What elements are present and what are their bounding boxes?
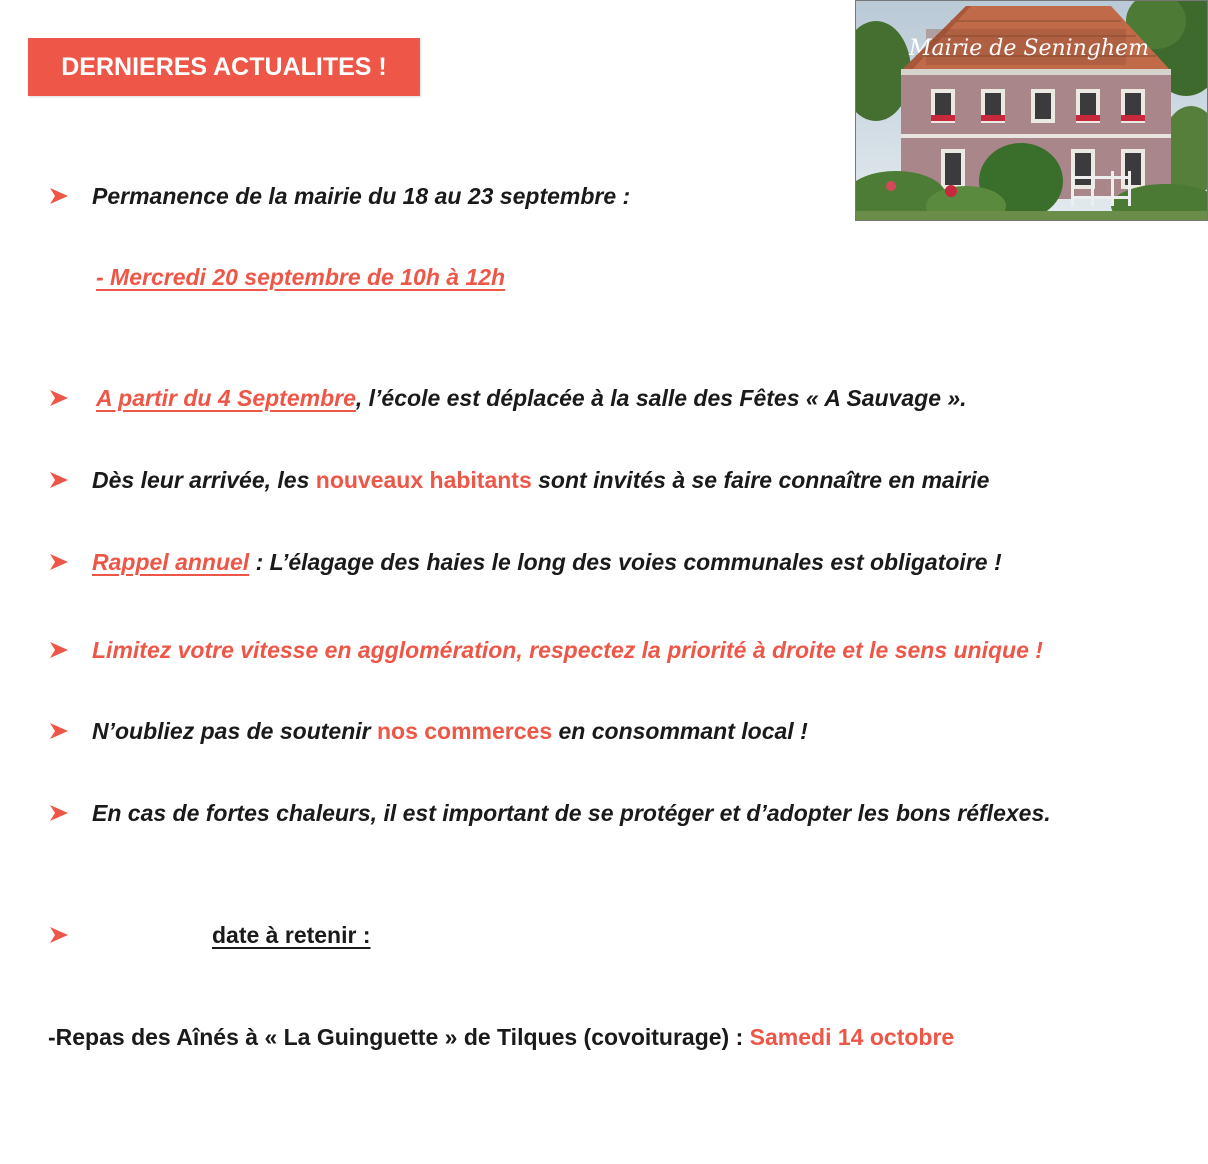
item-commerces: N’oubliez pas de soutenir nos commerces en consommant local !: [92, 718, 808, 744]
arrowhead-bullet-icon: [48, 925, 70, 945]
arrowhead-bullet-icon: [48, 640, 70, 660]
habitants-highlight: nouveaux habitants: [315, 467, 532, 493]
item-habitants: Dès leur arrivée, les nouveaux habitants sont invités à se faire connaître en mairie: [92, 467, 990, 493]
page-title: DERNIERES ACTUALITES !: [61, 53, 387, 81]
item-mercredi: - Mercredi 20 septembre de 10h à 12h: [96, 264, 506, 290]
arrowhead-bullet-icon: [48, 470, 70, 490]
item-ecole: A partir du 4 Septembre, l’école est déplacée à la salle des Fêtes « A Sauvage ».: [96, 385, 967, 411]
item-vitesse: Limitez votre vitesse en agglomération, respectez la priorité à droite et le sens unique !: [92, 637, 1043, 663]
item-repas: -Repas des Aînés à « La Guinguette » de Tilques (covoiturage) : Samedi 14 octobre: [48, 1024, 955, 1050]
town-hall-photo: [855, 0, 1208, 221]
commerces-highlight: nos commerces: [376, 718, 553, 744]
arrowhead-bullet-icon: [48, 186, 70, 206]
ecole-date-highlight: A partir du 4 Septembre: [96, 385, 356, 411]
repas-date-highlight: Samedi 14 octobre: [749, 1024, 955, 1050]
page-title-banner: [28, 38, 420, 96]
arrowhead-bullet-icon: [48, 388, 70, 408]
item-rappel: Rappel annuel : L’élagage des haies le long des voies communales est obligatoire !: [92, 549, 1002, 575]
item-permanence: Permanence de la mairie du 18 au 23 septembre :: [92, 183, 631, 209]
arrowhead-bullet-icon: [48, 552, 70, 572]
arrowhead-bullet-icon: [48, 721, 70, 741]
rappel-highlight: Rappel annuel: [92, 549, 250, 575]
item-date-a-retenir: date à retenir :: [212, 922, 371, 948]
item-chaleurs: En cas de fortes chaleurs, il est important de se protéger et d’adopter les bons réflexes.: [92, 800, 1051, 826]
town-hall-sign: Mairie de Seninghem: [909, 36, 1149, 61]
arrowhead-bullet-icon: [48, 803, 70, 823]
